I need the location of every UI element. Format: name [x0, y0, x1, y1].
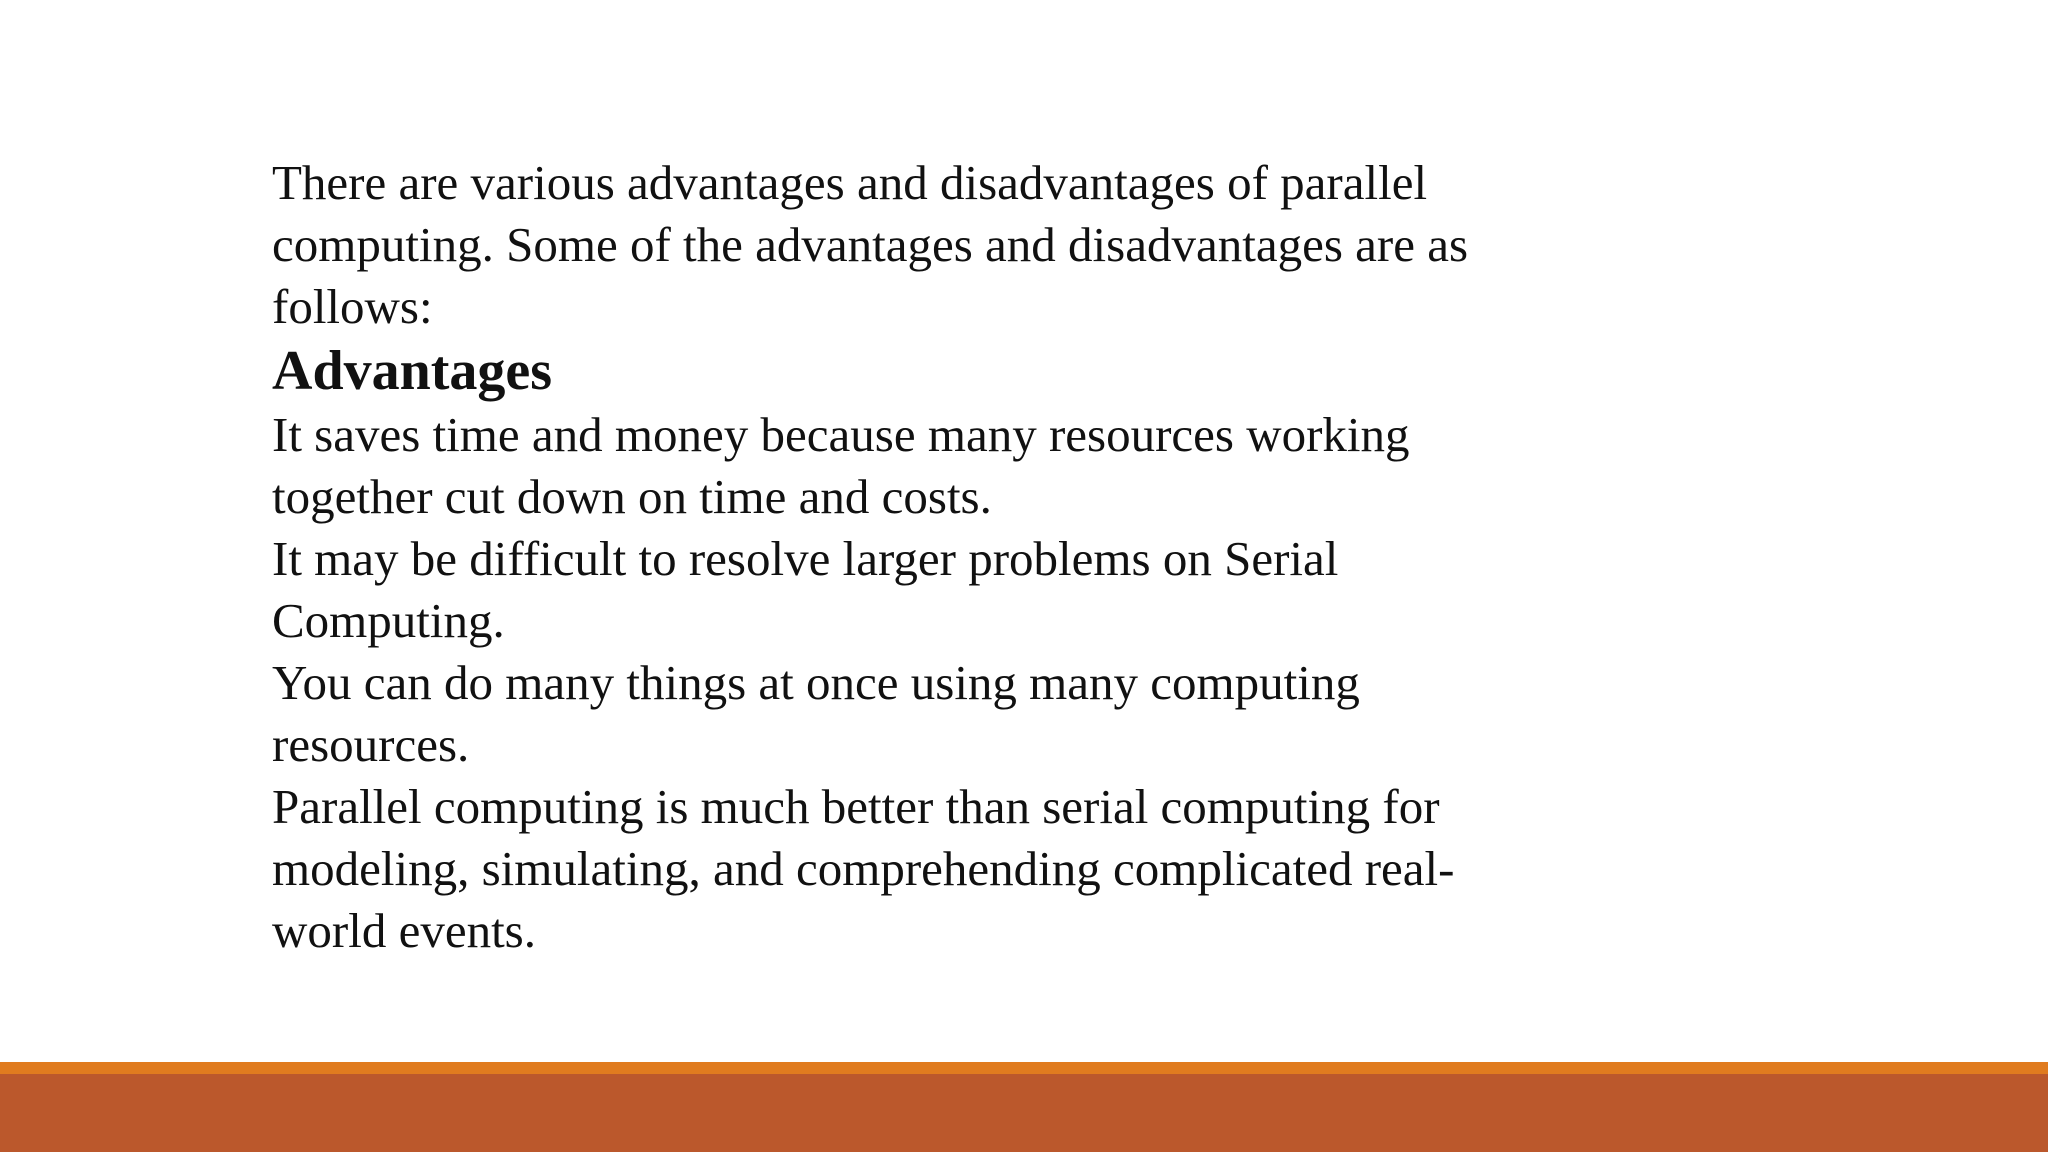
body-line: resources.: [272, 717, 470, 772]
body-line: together cut down on time and costs.: [272, 469, 992, 524]
slide-content: [272, 152, 1592, 962]
intro-line: There are various advantages and disadvantages of parallel: [272, 155, 1428, 210]
footer-stripe: [0, 1062, 2048, 1074]
advantages-heading: Advantages: [272, 340, 553, 402]
footer-bar: [0, 1074, 2048, 1152]
body-line: It saves time and money because many resources working: [272, 407, 1410, 462]
body-line: You can do many things at once using many computing: [272, 655, 1360, 710]
intro-line: follows:: [272, 279, 433, 334]
body-line: It may be difficult to resolve larger problems on Serial: [272, 531, 1339, 586]
intro-line: computing. Some of the advantages and disadvantages are as: [272, 217, 1469, 272]
body-line: world events.: [272, 903, 536, 958]
body-line: modeling, simulating, and comprehending complicated real-: [272, 841, 1455, 896]
body-line: Computing.: [272, 593, 505, 648]
body-line: Parallel computing is much better than serial computing for: [272, 779, 1440, 834]
